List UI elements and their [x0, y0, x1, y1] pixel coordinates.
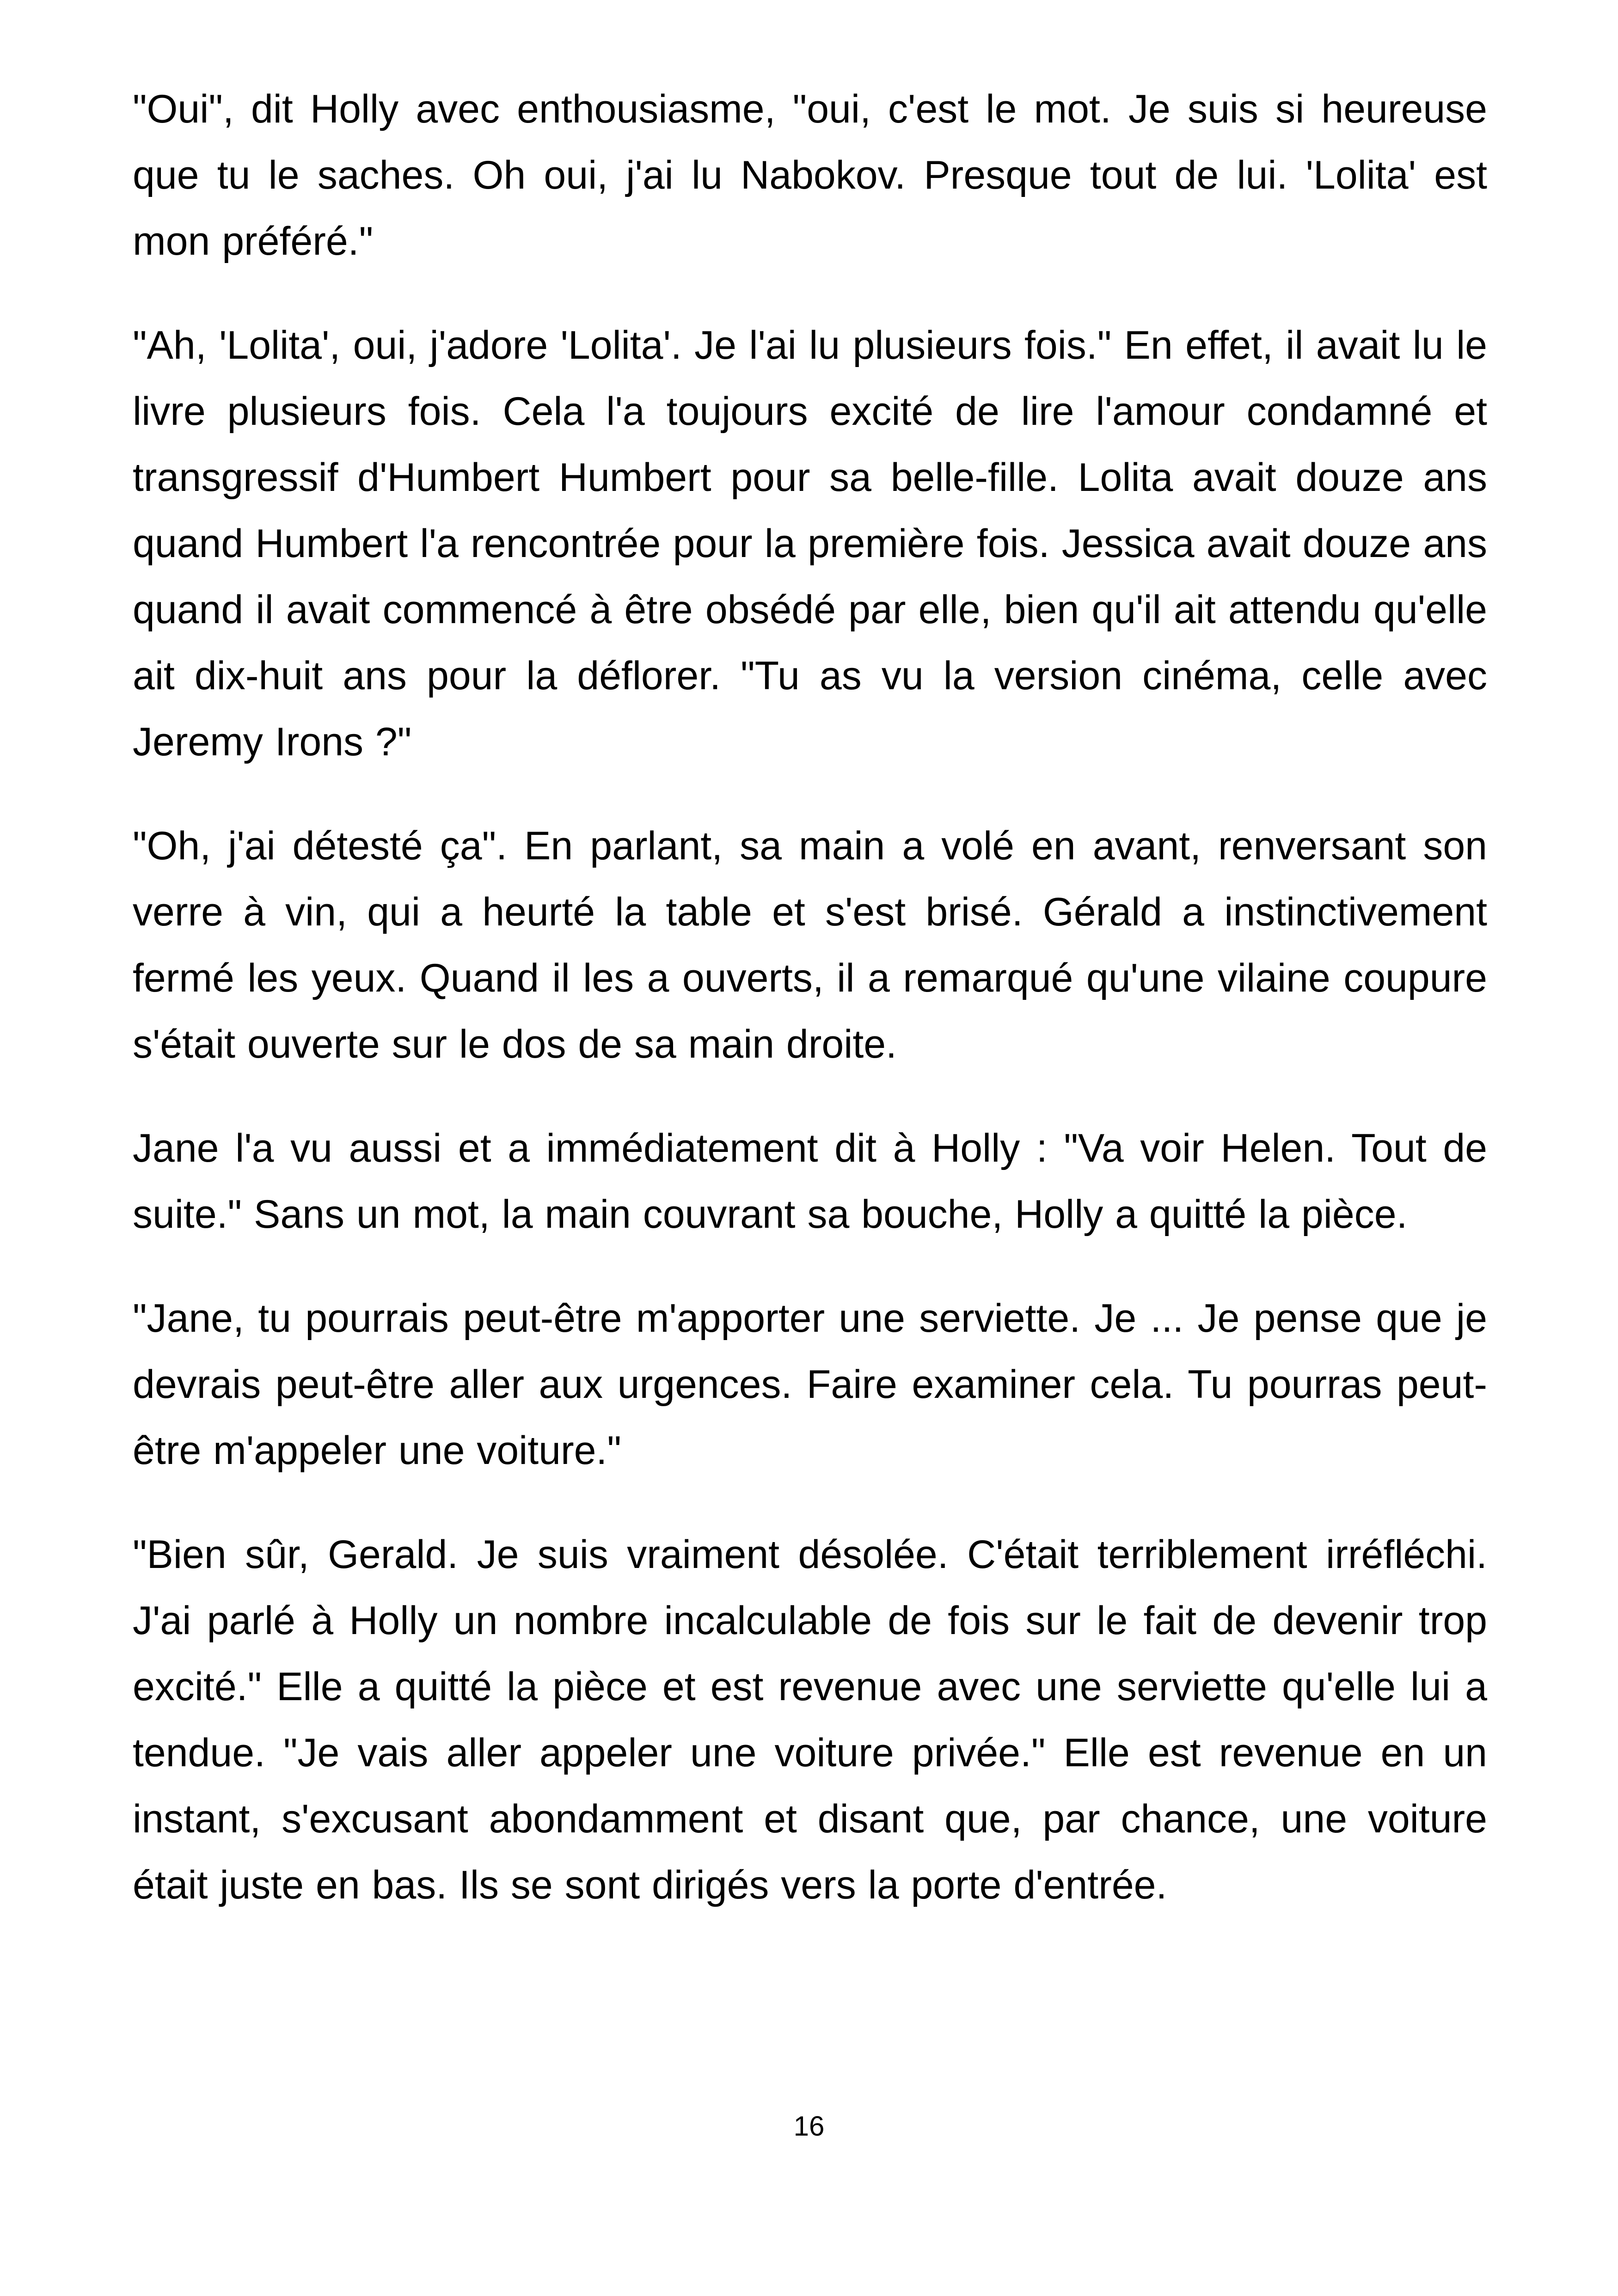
body-text — [133, 76, 1487, 1918]
paragraph-1: "Oui", dit Holly avec enthousiasme, "oui, c'est le mot. Je suis si heureuse que tu le saches. Oh oui, j'ai lu Nabokov. Presque tout de lui. 'Lolita' est mon préféré." — [133, 87, 1487, 263]
paragraph-2: "Ah, 'Lolita', oui, j'adore 'Lolita'. Je l'ai lu plusieurs fois." En effet, il avait lu le livre plusieurs fois. Cela l'a toujours excité de lire l'amour condamné et transgressif d'Humbert Humbert pour sa belle-fille. Lolita avait douze ans quand Humbert l'a rencontrée pour la première fois. Jessica avait douze ans quand il avait commencé à être obsédé par elle, bien qu'il ait attendu qu'elle ait dix-huit ans pour la déflorer. "Tu as vu la version cinéma, celle avec Jeremy Irons ?" — [133, 323, 1487, 764]
paragraph-5: "Jane, tu pourrais peut-être m'apporter une serviette. Je ... Je pense que je devrais peut-être aller aux urgences. Faire examiner cela. Tu pourras peut-être m'appeler une voiture." — [133, 1296, 1487, 1473]
paragraph-4: Jane l'a vu aussi et a immédiatement dit à Holly : "Va voir Helen. Tout de suite." Sans un mot, la main couvrant sa bouche, Holly a quitté la pièce. — [133, 1126, 1487, 1237]
paragraph-6: "Bien sûr, Gerald. Je suis vraiment désolée. C'était terriblement irréfléchi. J'ai parlé à Holly un nombre incalculable de fois sur le fait de devenir trop excité." Elle a quitté la pièce et est revenue avec une serviette qu'elle lui a tendue. "Je vais aller appeler une voiture privée." Elle est revenue en un instant, s'excusant abondamment et disant que, par chance, une voiture était juste en bas. Ils se sont dirigés vers la porte d'entrée. — [133, 1532, 1487, 1907]
page-number: 16 — [793, 2111, 825, 2142]
paragraph-3: "Oh, j'ai détesté ça". En parlant, sa main a volé en avant, renversant son verre à vin, qui a heurté la table et s'est brisé. Gérald a instinctivement fermé les yeux. Quand il les a ouverts, il a remarqué qu'une vilaine coupure s'était ouverte sur le dos de sa main droite. — [133, 824, 1487, 1066]
